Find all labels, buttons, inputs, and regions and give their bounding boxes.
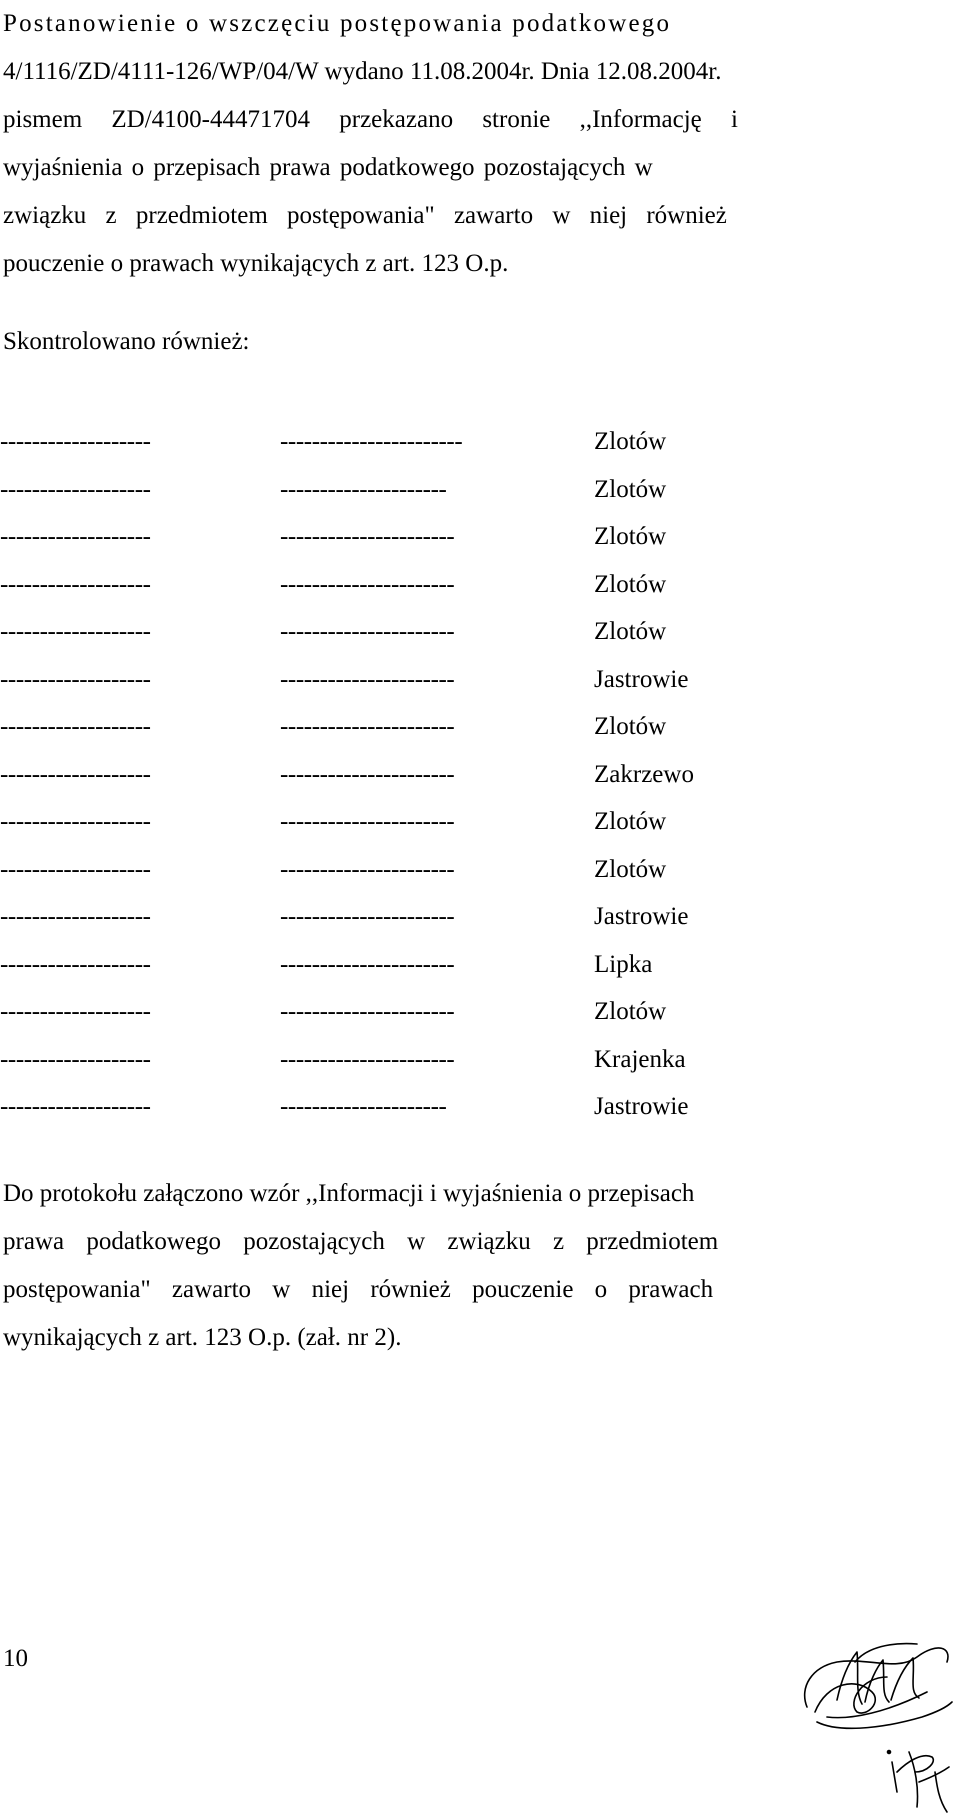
list-row bbox=[0, 1083, 800, 1131]
p1-line-2 bbox=[3, 48, 791, 96]
row-redacted-field: ------------------- bbox=[0, 903, 151, 930]
list-row bbox=[0, 846, 800, 894]
row-redacted-field: ---------------------- bbox=[280, 998, 455, 1025]
row-location: Zlotów bbox=[594, 475, 667, 503]
row-redacted-field: ------------------- bbox=[0, 570, 151, 598]
row-location: Jastrowie bbox=[594, 1093, 689, 1120]
row-redacted-field: ------------------- bbox=[0, 760, 151, 788]
row-redacted-field: ------------------- bbox=[0, 665, 151, 693]
p1-line-1 bbox=[3, 0, 791, 48]
list-row bbox=[0, 893, 800, 941]
list-row bbox=[0, 703, 800, 751]
p1-line-6: pouczenie o prawach wynikających z art. 123 O.p. bbox=[3, 250, 509, 277]
row-redacted-field: ---------------------- bbox=[280, 713, 455, 740]
list-row bbox=[0, 798, 800, 846]
row-redacted-field: ------------------- bbox=[0, 713, 151, 740]
list-row bbox=[0, 656, 800, 704]
inspected-list bbox=[0, 418, 800, 1131]
row-redacted-field: ---------------------- bbox=[280, 1045, 455, 1073]
p2-line-1: Do protokołu załączono wzór ,,Informacji i wyjaśnienia o przepisach bbox=[3, 1180, 695, 1207]
row-redacted-field: ---------------------- bbox=[280, 950, 455, 978]
row-redacted-field: ------------------- bbox=[0, 1045, 151, 1073]
row-redacted-field: ------------------- bbox=[0, 428, 151, 455]
p1-line-2-text: 4/1116/ZD/4111-126/WP/04/W wydano 11.08.2004r. Dnia 12.08.2004r. bbox=[3, 58, 722, 85]
row-location: Krajenka bbox=[594, 1045, 686, 1073]
row-redacted-field: --------------------- bbox=[280, 1093, 447, 1120]
section-heading: Skontrolowano również: bbox=[3, 328, 250, 355]
row-location: Zlotów bbox=[594, 713, 667, 740]
row-redacted-field: ------------------- bbox=[0, 998, 151, 1025]
row-redacted-field: ---------------------- bbox=[280, 760, 455, 788]
list-row bbox=[0, 513, 800, 561]
paragraph-1 bbox=[3, 0, 791, 288]
row-redacted-field: ------------------- bbox=[0, 855, 151, 883]
row-location: Zakrzewo bbox=[594, 760, 694, 788]
row-redacted-field: ------------------- bbox=[0, 523, 151, 550]
p1-line-4: wyjaśnienia o przepisach prawa podatkowego pozostających w bbox=[3, 154, 653, 181]
row-redacted-field: ---------------------- bbox=[280, 523, 455, 550]
row-redacted-field: ------------------- bbox=[0, 618, 151, 645]
row-location: Zlotów bbox=[594, 570, 667, 598]
list-row bbox=[0, 941, 800, 989]
row-redacted-field: ---------------------- bbox=[280, 808, 455, 835]
list-row bbox=[0, 751, 800, 799]
row-redacted-field: ----------------------- bbox=[280, 428, 463, 455]
row-location: Zlotów bbox=[594, 428, 667, 455]
row-redacted-field: ------------------- bbox=[0, 475, 151, 503]
handwritten-signature-icon bbox=[797, 1622, 959, 1819]
list-row bbox=[0, 561, 800, 609]
page-number: 10 bbox=[3, 1645, 28, 1672]
row-redacted-field: ------------------- bbox=[0, 808, 151, 835]
list-row bbox=[0, 1036, 800, 1084]
row-redacted-field: ------------------- bbox=[0, 950, 151, 978]
row-redacted-field: ---------------------- bbox=[280, 665, 455, 693]
p1-line-5: związku z przedmiotem postępowania" zawarto w niej również bbox=[3, 202, 727, 229]
row-redacted-field: ---------------------- bbox=[280, 618, 455, 645]
list-row bbox=[0, 608, 800, 656]
row-redacted-field: ---------------------- bbox=[280, 855, 455, 883]
row-location: Zlotów bbox=[594, 618, 667, 645]
row-location: Zlotów bbox=[594, 523, 667, 550]
row-location: Zlotów bbox=[594, 998, 667, 1025]
paragraph-2 bbox=[3, 1170, 791, 1362]
p1-line-1-text: Postanowienie o wszczęciu postępowania podatkowego bbox=[3, 10, 672, 37]
list-row bbox=[0, 418, 800, 466]
row-redacted-field: ---------------------- bbox=[280, 570, 455, 598]
row-location: Jastrowie bbox=[594, 665, 689, 693]
row-location: Zlotów bbox=[594, 808, 667, 835]
row-redacted-field: ---------------------- bbox=[280, 903, 455, 930]
p1-line-3: pismem ZD/4100-44471704 przekazano stronie ,,Informację i bbox=[3, 106, 738, 133]
row-location: Lipka bbox=[594, 950, 653, 978]
p2-line-4: wynikających z art. 123 O.p. (zał. nr 2). bbox=[3, 1324, 402, 1351]
row-redacted-field: ------------------- bbox=[0, 1093, 151, 1120]
p2-line-3: postępowania" zawarto w niej również pouczenie o prawach bbox=[3, 1276, 714, 1303]
row-redacted-field: --------------------- bbox=[280, 475, 447, 503]
list-row bbox=[0, 988, 800, 1036]
row-location: Zlotów bbox=[594, 855, 667, 883]
p2-line-2: prawa podatkowego pozostających w związku z przedmiotem bbox=[3, 1228, 719, 1255]
row-location: Jastrowie bbox=[594, 903, 689, 930]
list-row bbox=[0, 466, 800, 514]
